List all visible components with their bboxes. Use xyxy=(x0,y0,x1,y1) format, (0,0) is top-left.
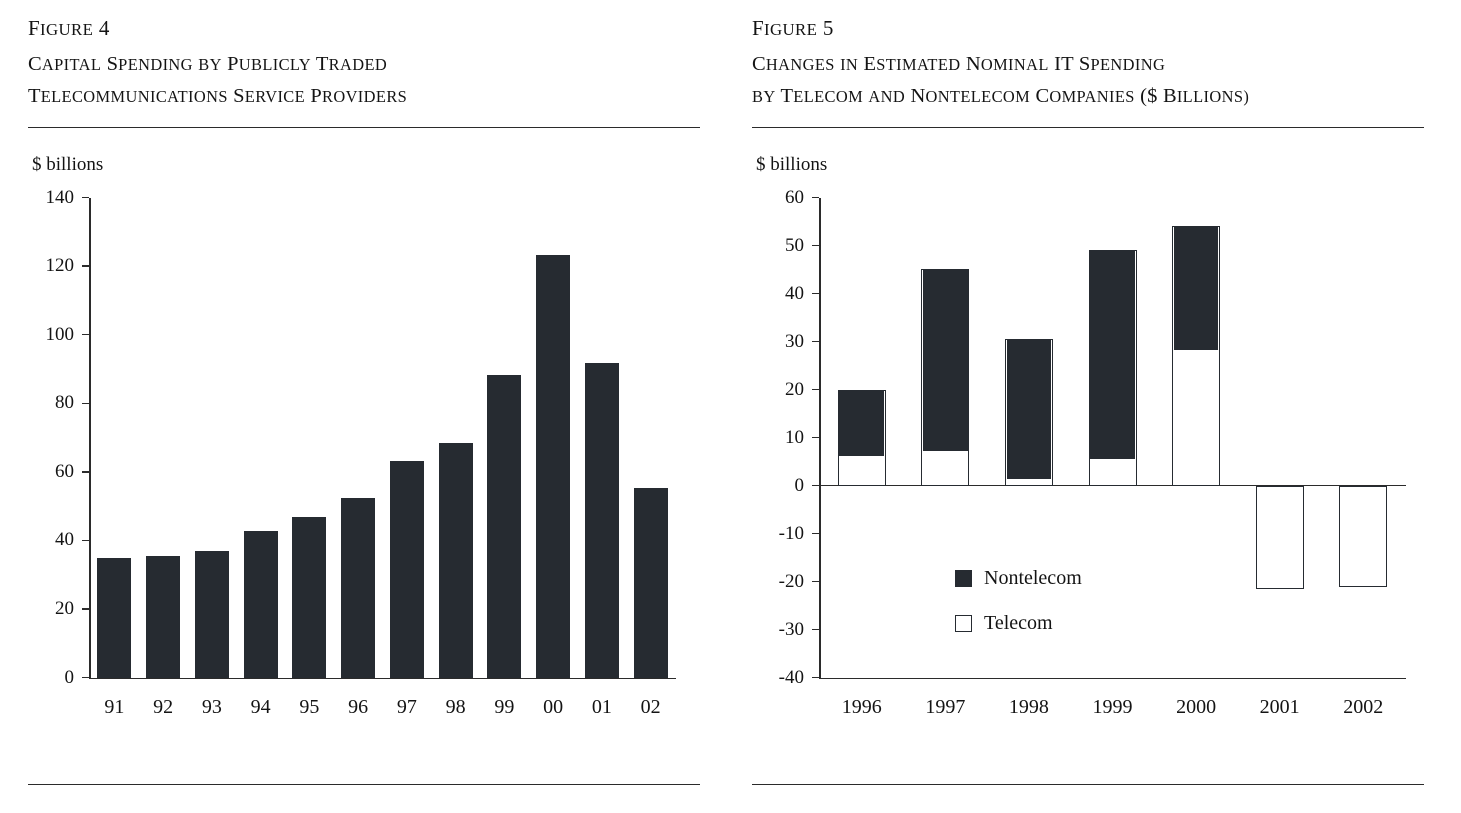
figure-5-panel xyxy=(752,0,1432,813)
figure-5-title xyxy=(752,49,1432,113)
figure-4-bar xyxy=(536,255,570,678)
figure-4-bar xyxy=(487,375,521,677)
figure-4-x-tick-label: 98 xyxy=(445,695,466,718)
figure-4-bar xyxy=(634,488,668,678)
figure-4-bar xyxy=(292,517,326,677)
figure-4-x-tick-label: 94 xyxy=(250,695,271,718)
figure-5-y-axis-unit: $ billions xyxy=(756,153,828,175)
figure-5-bar-total xyxy=(1256,486,1304,590)
figure-5-y-tick xyxy=(812,341,819,342)
figure-4-title xyxy=(28,49,708,113)
figure-4-x-tick-label: 95 xyxy=(299,695,320,718)
figure-4-label: FIGURE 4 xyxy=(28,16,110,40)
figure-5-y-tick xyxy=(812,677,819,678)
figure-4-y-tick xyxy=(82,677,89,678)
figure-4-y-tick xyxy=(82,403,89,404)
figure-4-y-tick-label: 40 xyxy=(55,529,74,551)
figure-5-top-rule xyxy=(752,127,1424,128)
figure-4-y-tick-label: 60 xyxy=(55,460,74,482)
figure-4-y-tick xyxy=(82,197,89,198)
figure-4-bar xyxy=(97,558,131,677)
figure-5-y-tick xyxy=(812,533,819,534)
figure-5-y-tick-label: 10 xyxy=(785,426,804,448)
figure-4-y-tick-label: 140 xyxy=(45,186,74,208)
figure-4-x-tick-label: 91 xyxy=(104,695,125,718)
figure-5-bar-total xyxy=(1339,486,1387,587)
figure-5-x-tick-label: 2001 xyxy=(1259,695,1300,718)
figure-5-y-tick xyxy=(812,389,819,390)
figure-4-bar xyxy=(390,461,424,678)
figure-4-x-tick-label: 01 xyxy=(591,695,612,718)
figure-4-x-tick-label: 00 xyxy=(543,695,564,718)
figure-4-x-tick-label: 97 xyxy=(396,695,417,718)
legend-swatch-filled-icon xyxy=(955,570,972,587)
figure-5-y-tick xyxy=(812,293,819,294)
figure-5-y-tick-label: 60 xyxy=(785,186,804,208)
figure-5-x-tick-label: 1997 xyxy=(925,695,966,718)
figure-5-title-line-1: CHANGES IN ESTIMATED NOMINAL IT SPENDING xyxy=(752,53,1166,75)
figure-5-bar-nontelecom xyxy=(1174,226,1219,350)
figure-5-y-tick-label: 20 xyxy=(785,378,804,400)
figure-5-bottom-rule xyxy=(752,784,1424,785)
figure-4-title-line-2: TELECOMMUNICATIONS SERVICE PROVIDERS xyxy=(28,84,408,107)
figure-5-y-tick-label: 40 xyxy=(785,282,804,304)
figure-5-x-tick-label: 1998 xyxy=(1008,695,1049,718)
figure-4-top-rule xyxy=(28,127,700,128)
legend-item-telecom xyxy=(955,612,1082,635)
figure-4-bar xyxy=(195,551,229,678)
figure-5-y-tick-label: -20 xyxy=(778,570,804,592)
figure-4-y-axis-unit: $ billions xyxy=(32,153,104,175)
figure-4-y-tick-label: 20 xyxy=(55,597,74,619)
figure-5-legend xyxy=(955,567,1082,657)
figure-5-y-tick xyxy=(812,197,819,198)
figure-4-y-tick-label: 0 xyxy=(64,666,74,688)
legend-item-nontelecom xyxy=(955,567,1082,590)
figure-5-x-tick-label: 2002 xyxy=(1343,695,1384,718)
figure-4-y-tick xyxy=(82,471,89,472)
figure-4-title-line-1: CAPITAL SPENDING BY PUBLICLY TRADED xyxy=(28,53,388,75)
figure-5-x-axis xyxy=(819,678,1406,680)
figure-5-bar-nontelecom xyxy=(1090,250,1135,459)
figure-5-label: FIGURE 5 xyxy=(752,16,834,40)
figure-5-chart xyxy=(752,184,1424,729)
figure-4-bar xyxy=(244,531,278,677)
legend-label-nontelecom: Nontelecom xyxy=(984,567,1082,590)
figure-4-x-axis xyxy=(89,678,676,680)
figure-4-y-tick xyxy=(82,608,89,609)
figure-5-y-tick-label: 50 xyxy=(785,234,804,256)
figure-4-y-tick-label: 80 xyxy=(55,392,74,414)
figure-5-x-tick-label: 1996 xyxy=(841,695,882,718)
figure-4-bar xyxy=(439,443,473,677)
figure-5-y-tick xyxy=(812,245,819,246)
figure-4-y-tick-label: 100 xyxy=(45,323,74,345)
figure-5-y-tick xyxy=(812,629,819,630)
figure-5-title-line-2: BY TELECOM AND NONTELECOM COMPANIES ($ BILLIONS) xyxy=(752,84,1250,107)
figure-4-bar xyxy=(585,363,619,677)
figure-5-y-tick-label: 30 xyxy=(785,330,804,352)
figure-4-y-tick xyxy=(82,540,89,541)
figure-5-y-tick-label: -40 xyxy=(778,666,804,688)
figure-5-y-axis xyxy=(819,198,821,679)
legend-label-telecom: Telecom xyxy=(984,612,1053,635)
figure-5-y-tick-label: -30 xyxy=(778,618,804,640)
figure-4-bottom-rule xyxy=(28,784,700,785)
figure-4-x-tick-label: 93 xyxy=(201,695,222,718)
figure-4-y-tick-label: 120 xyxy=(45,255,74,277)
figure-4-x-tick-label: 02 xyxy=(640,695,661,718)
figure-4-bar xyxy=(341,498,375,677)
figure-5-y-tick-label: -10 xyxy=(778,522,804,544)
figure-5-bar-nontelecom xyxy=(1007,339,1052,479)
figure-5-x-tick-label: 1999 xyxy=(1092,695,1133,718)
figure-4-bar xyxy=(146,556,180,677)
figure-5-bar-nontelecom xyxy=(839,390,884,457)
figure-5-bar-nontelecom xyxy=(923,269,968,451)
figure-4-chart xyxy=(28,184,700,729)
figure-4-y-tick xyxy=(82,334,89,335)
figure-4-panel xyxy=(28,0,708,813)
figure-5-x-tick-label: 2000 xyxy=(1176,695,1217,718)
legend-swatch-open-icon xyxy=(955,615,972,632)
figure-5-y-tick-label: 0 xyxy=(794,474,804,496)
figure-4-x-tick-label: 96 xyxy=(348,695,369,718)
figure-4-y-axis xyxy=(89,198,91,679)
figure-5-y-tick xyxy=(812,581,819,582)
figure-4-x-tick-label: 92 xyxy=(153,695,174,718)
figure-5-y-tick xyxy=(812,485,819,486)
figure-4-x-tick-label: 99 xyxy=(494,695,515,718)
figure-5-y-tick xyxy=(812,437,819,438)
figure-4-y-tick xyxy=(82,265,89,266)
